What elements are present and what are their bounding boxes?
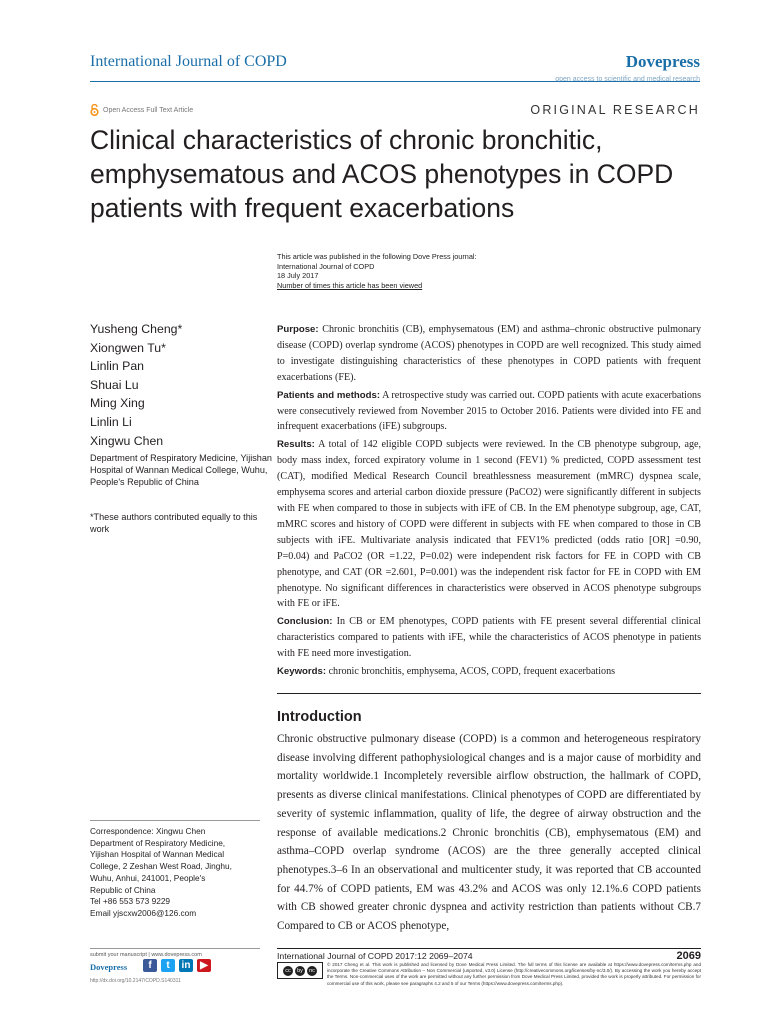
correspondence-email[interactable]: Email yjscxw2006@126.com bbox=[90, 907, 197, 918]
affiliation: Department of Respiratory Medicine, Yijishan Hospital of Wannan Medical College, Wuhu, People's Republic of China bbox=[90, 453, 272, 487]
publisher-logo[interactable]: Dovepress bbox=[625, 52, 700, 71]
article-title: Clinical characteristics of chronic bronchitic, emphysematous and ACOS phenotypes in COPD patients with frequent exacerbations bbox=[90, 125, 674, 223]
correspondence bbox=[90, 826, 265, 920]
submit-manuscript-link[interactable]: submit your manuscript | www.dovepress.com bbox=[90, 952, 202, 958]
doi-link[interactable]: http://dx.doi.org/10.2147/COPD.S140311 bbox=[90, 978, 181, 984]
purpose-text: Chronic bronchitis (CB), emphysematous (EM) and asthma–chronic obstructive pulmonary disease (COPD) overlap syndrome (ACOS) phenotypes in COPD are well recognized. This study aimed to investigate distinguishing characteristics of these phenotypes in COPD patients with frequent exacerbations (FE). bbox=[277, 324, 701, 383]
creative-commons-icon[interactable]: cc by nc bbox=[277, 962, 323, 979]
footer-divider bbox=[277, 948, 701, 949]
article-type-label: ORIGINAL RESEARCH bbox=[530, 103, 700, 117]
author-name: Linlin Li bbox=[90, 414, 132, 429]
abstract-methods bbox=[277, 388, 701, 436]
pub-info-journal[interactable]: International Journal of COPD bbox=[277, 261, 375, 271]
views-link[interactable]: Number of times this article has been viewed bbox=[277, 281, 423, 291]
facebook-icon[interactable]: f bbox=[143, 959, 157, 972]
correspondence-line: Department of Respiratory Medicine, bbox=[90, 837, 226, 848]
publication-info bbox=[277, 252, 477, 291]
keywords-label: Keywords: bbox=[277, 666, 327, 678]
pub-info-line: This article was published in the following Dove Press journal: bbox=[277, 252, 477, 261]
conclusion-text: In CB or EM phenotypes, COPD patients with FE present several differential clinical characteristics compared to patients with iFE, while the characteristics of ACOS phenotype in patients with FE need more investigation. bbox=[277, 616, 701, 660]
keywords-text: chronic bronchitis, emphysema, ACOS, COPD, frequent exacerbations bbox=[328, 666, 616, 678]
purpose-label: Purpose: bbox=[277, 324, 319, 335]
conclusion-label: Conclusion: bbox=[277, 616, 333, 628]
correspondence-line: College, 2 Zeshan West Road, Jinghu, bbox=[90, 861, 232, 872]
page-number: 2069 bbox=[676, 950, 701, 962]
introduction-heading: Introduction bbox=[277, 709, 362, 725]
open-access-icon bbox=[90, 104, 99, 116]
open-access-text: Open Access Full Text Article bbox=[103, 106, 194, 114]
author-name: Shuai Lu bbox=[90, 377, 139, 392]
correspondence-line: Republic of China bbox=[90, 884, 156, 895]
abstract-divider bbox=[277, 693, 701, 694]
journal-title[interactable]: International Journal of COPD bbox=[90, 53, 287, 70]
correspondence-line: Yijishan Hospital of Wannan Medical bbox=[90, 849, 225, 860]
abstract-purpose bbox=[277, 322, 701, 386]
correspondence-line: Correspondence: Xingwu Chen bbox=[90, 826, 206, 836]
publisher-tagline: open access to scientific and medical research bbox=[555, 76, 700, 83]
abstract bbox=[277, 322, 701, 682]
correspondence-divider bbox=[90, 820, 260, 821]
methods-label: Patients and methods: bbox=[277, 389, 381, 401]
methods-text: A retrospective study was carried out. COPD patients with acute exacerbations were consecutively reviewed from November 2015 to October 2016. Patients were divided into FE and infrequent exacerbations (iFE) subgroups. bbox=[277, 389, 702, 433]
license-block bbox=[277, 962, 701, 987]
footer-left-divider bbox=[90, 948, 260, 949]
author-name: Yusheng Cheng* bbox=[90, 322, 183, 336]
author-name: Xingwu Chen bbox=[90, 433, 164, 448]
correspondence-phone: Tel +86 553 573 9229 bbox=[90, 896, 171, 907]
author-list bbox=[90, 320, 182, 450]
footer-publisher-logo[interactable]: Dovepress bbox=[90, 962, 128, 972]
abstract-results bbox=[277, 437, 701, 612]
equal-contribution-note: *These authors contributed equally to this work bbox=[90, 512, 258, 534]
twitter-icon[interactable]: t bbox=[161, 959, 175, 972]
license-text: © 2017 Cheng et al. This work is published and licensed by Dove Medical Press Limited. The full terms of this license are available at https://www.dovepress.com/terms.php and incorporate the Creative Commons Attribution – Non Commercial (unported, v3.0) License (http://creativecommons.org/licenses/by-nc/3.0/). By accessing the work you hereby accept the Terms. Non-commercial uses of the work are permitted without any further permission from Dove Medical Press Limited, provided the work is properly attributed. For permission for commercial use of this work, please see paragraphs 4.2 and 5 of our Terms (https://www.dovepress.com/terms.php). bbox=[327, 962, 701, 986]
author-name: Xiongwen Tu* bbox=[90, 340, 166, 355]
open-access-badge bbox=[90, 104, 193, 116]
linkedin-icon[interactable]: in bbox=[179, 959, 193, 972]
author-name: Ming Xing bbox=[90, 396, 145, 411]
pub-info-date: 18 July 2017 bbox=[277, 271, 319, 281]
results-text: A total of 142 eligible COPD subjects were reviewed. In the CB phenotype subgroup, age, body mass index, forced expiratory volume in 1 second (FEV1) % predicted, COPD assessment test (CAT), modified Medical Research Council breathlessness measurement (mMRC) dyspnea scale, emphysema scores and arterial carbon dioxide pressure (PaCO2) were significantly different in subjects with FE when compared to those in subjects with iFE of CB. In the EM phenotype subgroup, age, CAT, mMRC scores and history of COPD were different in subjects with FE when compared to those in CB subjects with iFE. Multivariate analysis indicated that FEV1% predicted (odds ratio [OR] =0.90, P=0.04) and PaCO2 (OR =1.22, P=0.02) were independent risk factors for FE in COPD with CB phenotype, and CAT (OR =2.601, P=0.001) was the independent risk factor for FE in COPD with EM phenotype. No significant differences in characteristics were observed in ACOS phenotype subgroups with FE or iFE. bbox=[277, 439, 702, 610]
correspondence-line: Wuhu, Anhui, 241001, People's bbox=[90, 872, 206, 883]
introduction-body: Chronic obstructive pulmonary disease (COPD) is a common and heterogeneous respiratory disease involving different pathophysiological changes and is a major cause of morbidity and mortality worldwide.1 Incompletely reversible airflow obstruction, the hallmark of COPD, presents as diverse clinical manifestations. Clinical phenotypes of COPD are differentiated by severity of systemic inflammation, quality of life, the degree of airway obstruction and the response of available medications.2 Chronic bronchitis (CB), emphysematous (EM) and asthma–COPD overlap syndrome (ACOS) are the three generally accepted clinical phenotypes.3–6 In an observational and multicenter study, it was reported that CB accounted for 44.7% of COPD patients, EM was 43.2% and ACOS was only 12.1%.6 COPD patients with CB showed greater chronic dyspnea and activity restriction than patients without CB.7 Compared to CB or ACOS phenotype, bbox=[277, 733, 701, 933]
youtube-icon[interactable]: ▶ bbox=[197, 959, 211, 972]
results-label: Results: bbox=[277, 439, 315, 451]
citation-line: International Journal of COPD 2017:12 2069–2074 bbox=[277, 951, 473, 961]
abstract-keywords bbox=[277, 664, 701, 680]
social-links bbox=[143, 959, 211, 972]
author-name: Linlin Pan bbox=[90, 359, 145, 374]
abstract-conclusion bbox=[277, 614, 701, 662]
